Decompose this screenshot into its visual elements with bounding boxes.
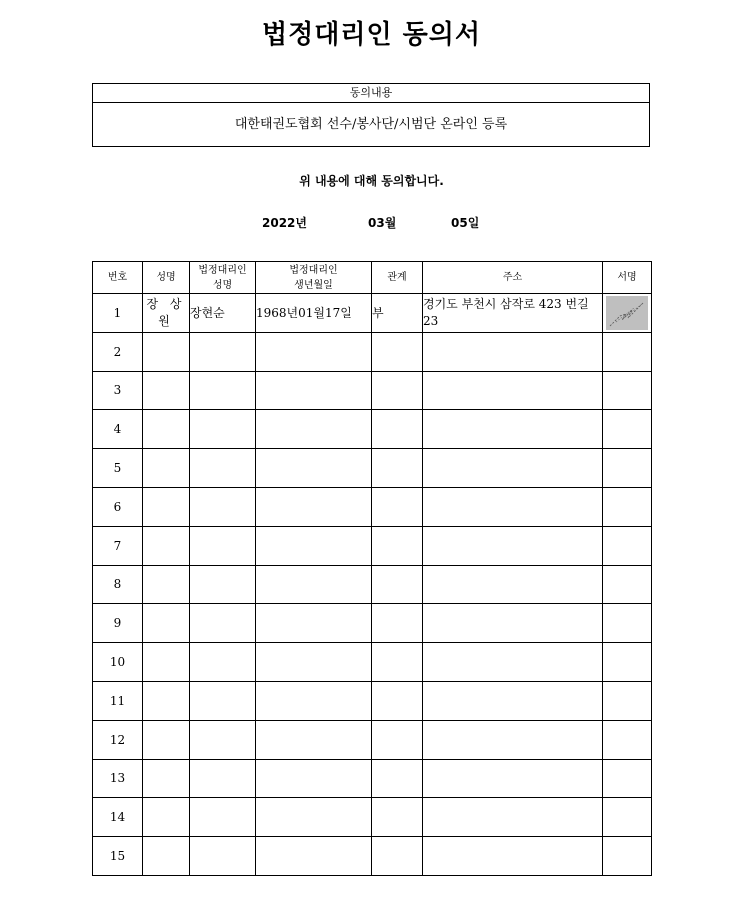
row-number: 11 [93,681,143,720]
address [423,332,603,371]
roster-table [92,261,652,876]
guardian-name [190,410,256,449]
relation: 부 [372,294,423,333]
address [423,681,603,720]
signature-cell [603,410,652,449]
header-relation: 관계 [372,262,423,294]
signature-cell [603,487,652,526]
guardian-birthdate [256,565,372,604]
signature-cell [603,565,652,604]
relation [372,837,423,876]
guardian-name [190,720,256,759]
row-number: 9 [93,604,143,643]
row-number: 12 [93,720,143,759]
table-row [93,371,652,410]
relation [372,681,423,720]
row-number: 5 [93,449,143,488]
participant-name [143,526,190,565]
address [423,643,603,682]
signature-cell [603,371,652,410]
relation [372,720,423,759]
guardian-name [190,371,256,410]
signature-cell [603,759,652,798]
date-day: 05일 [451,216,480,230]
table-row [93,526,652,565]
guardian-name [190,759,256,798]
participant-name [143,449,190,488]
guardian-name: 장현순 [190,294,256,333]
address [423,410,603,449]
row-number: 8 [93,565,143,604]
guardian-birthdate [256,410,372,449]
table-row [93,332,652,371]
guardian-birthdate: 1968년01월17일 [256,294,372,333]
address [423,720,603,759]
signature-cell [603,526,652,565]
guardian-birthdate [256,643,372,682]
table-row [93,837,652,876]
header-name: 성명 [143,262,190,294]
guardian-name [190,332,256,371]
date-month: 03월 [368,216,397,230]
table-row [93,410,652,449]
address [423,371,603,410]
guardian-name [190,798,256,837]
header-signature: 서명 [603,262,652,294]
participant-name [143,681,190,720]
participant-name [143,604,190,643]
signature-cell [603,449,652,488]
signature-cell [603,837,652,876]
participant-name [143,487,190,526]
consent-box [92,83,650,147]
relation [372,487,423,526]
address [423,526,603,565]
guardian-birthdate [256,759,372,798]
relation [372,410,423,449]
address [423,604,603,643]
row-number: 2 [93,332,143,371]
relation [372,643,423,682]
participant-name [143,371,190,410]
guardian-birthdate [256,487,372,526]
guardian-birthdate [256,681,372,720]
participant-name [143,643,190,682]
relation [372,798,423,837]
table-row [93,294,652,333]
agreement-statement: 위 내용에 대해 동의합니다. [299,174,444,188]
header-guardian-birth-line2: 생년월일 [294,279,333,291]
guardian-birthdate [256,371,372,410]
address [423,798,603,837]
signature-cell [603,294,652,333]
row-number: 15 [93,837,143,876]
table-row [93,565,652,604]
row-number: 3 [93,371,143,410]
guardian-birthdate [256,604,372,643]
participant-name [143,837,190,876]
header-address: 주소 [423,262,603,294]
header-guardian-name-line1: 법정대리인 [198,264,247,276]
participant-name: 장 상 원 [143,294,190,333]
relation [372,604,423,643]
row-number: 4 [93,410,143,449]
guardian-name [190,643,256,682]
signature-image [606,296,648,330]
guardian-birthdate [256,798,372,837]
header-number: 번호 [93,262,143,294]
relation [372,449,423,488]
address [423,565,603,604]
signature-cell [603,720,652,759]
guardian-birthdate [256,526,372,565]
header-guardian-birth-line1: 법정대리인 [289,264,338,276]
relation [372,565,423,604]
participant-name [143,759,190,798]
signature-cell [603,643,652,682]
relation [372,526,423,565]
table-row [93,681,652,720]
guardian-name [190,681,256,720]
participant-name [143,565,190,604]
table-row [93,487,652,526]
table-header-row [93,262,652,294]
signature-cell [603,681,652,720]
row-number: 14 [93,798,143,837]
guardian-birthdate [256,720,372,759]
address [423,449,603,488]
table-row [93,643,652,682]
address: 경기도 부천시 삼작로 423 번길23 [423,294,603,333]
address [423,837,603,876]
guardian-birthdate [256,332,372,371]
guardian-name [190,449,256,488]
consent-content: 대한태권도협회 선수/봉사단/시범단 온라인 등록 [234,117,508,132]
relation [372,332,423,371]
header-guardian-name [190,262,256,294]
row-number: 10 [93,643,143,682]
row-number: 7 [93,526,143,565]
guardian-name [190,526,256,565]
relation [372,759,423,798]
signature-cell [603,332,652,371]
row-number: 1 [93,294,143,333]
guardian-name [190,837,256,876]
signature-cell [603,798,652,837]
row-number: 13 [93,759,143,798]
consent-header: 동의내용 [93,84,649,103]
date-year: 2022년 [262,216,307,230]
row-number: 6 [93,487,143,526]
participant-name [143,410,190,449]
header-guardian-name-line2: 성명 [212,279,233,291]
table-row [93,798,652,837]
guardian-birthdate [256,449,372,488]
guardian-name [190,604,256,643]
table-row [93,449,652,488]
guardian-birthdate [256,837,372,876]
table-row [93,759,652,798]
table-row [93,720,652,759]
document-title: 법정대리인 동의서 [262,20,481,50]
table-row [93,604,652,643]
participant-name [143,720,190,759]
guardian-name [190,565,256,604]
signature-cell [603,604,652,643]
address [423,759,603,798]
signature-scribble-icon [606,296,648,330]
participant-name [143,798,190,837]
participant-name [143,332,190,371]
header-guardian-birth [256,262,372,294]
guardian-name [190,487,256,526]
relation [372,371,423,410]
address [423,487,603,526]
